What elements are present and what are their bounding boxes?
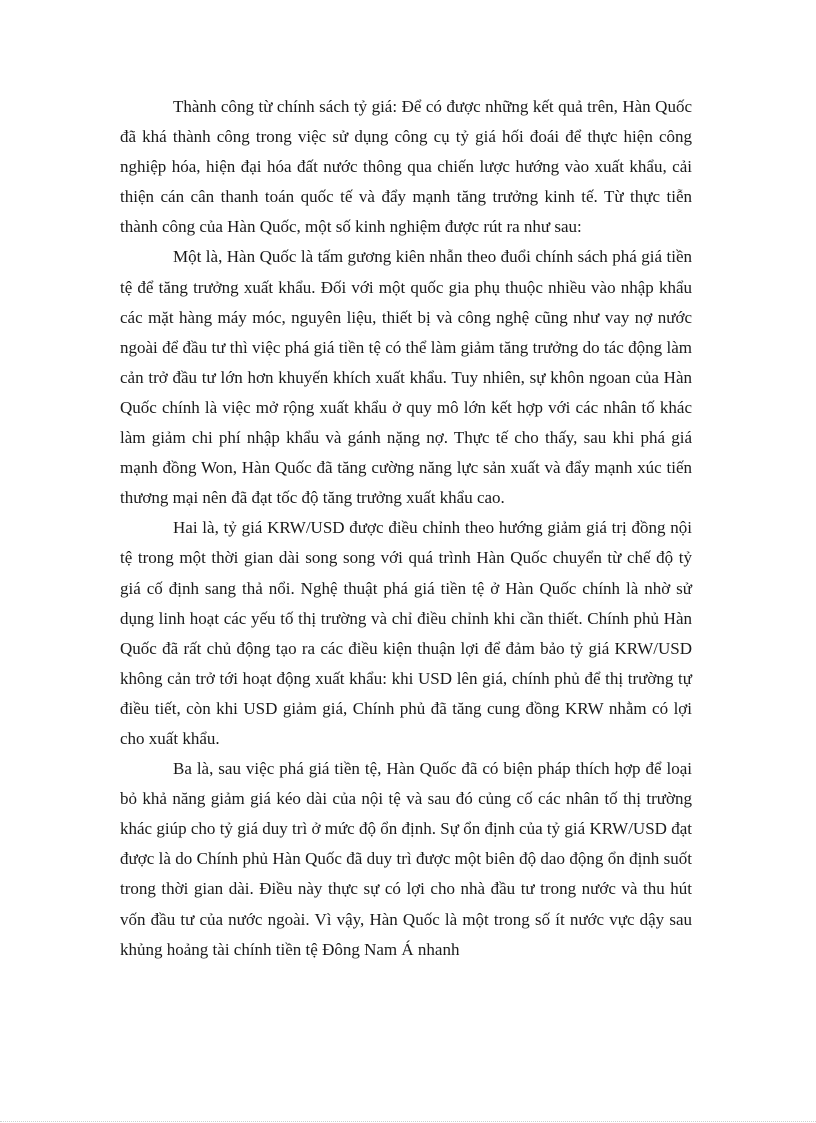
- paragraph-second-lesson: Hai là, tỷ giá KRW/USD được điều chỉnh theo hướng giảm giá trị đồng nội tệ trong một thời gian dài song song với quá trình Hàn Quốc chuyển từ chế độ tỷ giá cố định sang thả nổi. Nghệ thuật phá giá tiền tệ ở Hàn Quốc chính là nhờ sử dụng linh hoạt các yếu tố thị trường và chỉ điều chỉnh khi cần thiết. Chính phủ Hàn Quốc đã rất chủ động tạo ra các điều kiện thuận lợi để đảm bảo tỷ giá KRW/USD không cản trở tới hoạt động xuất khẩu: khi USD lên giá, chính phủ để thị trường tự điều tiết, còn khi USD giảm giá, Chính phủ đã tăng cung đồng KRW nhằm có lợi cho xuất khẩu.: [120, 518, 692, 748]
- paragraph-first-lesson: Một là, Hàn Quốc là tấm gương kiên nhẫn theo đuổi chính sách phá giá tiền tệ để tăng trưởng xuất khẩu. Đối với một quốc gia phụ thuộc nhiều vào nhập khẩu các mặt hàng máy móc, nguyên liệu, thiết bị và công nghệ cũng như vay nợ nước ngoài để đầu tư thì việc phá giá tiền tệ có thể làm giảm tăng trưởng do tác động làm cản trở đầu tư lớn hơn khuyến khích xuất khẩu. Tuy nhiên, sự khôn ngoan của Hàn Quốc chính là việc mở rộng xuất khẩu ở quy mô lớn kết hợp với các nhân tố khác làm giảm chi phí nhập khẩu và gánh nặng nợ. Thực tế cho thấy, sau khi phá giá mạnh đồng Won, Hàn Quốc đã tăng cường năng lực sản xuất và đẩy mạnh xúc tiến thương mại nên đã đạt tốc độ tăng trưởng xuất khẩu cao.: [120, 247, 692, 508]
- paragraph-third-lesson: Ba là, sau việc phá giá tiền tệ, Hàn Quốc đã có biện pháp thích hợp để loại bỏ khả năng giảm giá kéo dài của nội tệ và sau đó củng cố các nhân tố thị trường khác giúp cho tỷ giá duy trì ở mức độ ổn định. Sự ổn định của tỷ giá KRW/USD đạt được là do Chính phủ Hàn Quốc đã duy trì được một biên độ dao động ổn định suốt trong thời gian dài. Điều này thực sự có lợi cho nhà đầu tư trong nước và thu hút vốn đầu tư của nước ngoài. Vì vậy, Hàn Quốc là một trong số ít nước vực dậy sau khủng hoảng tài chính tiền tệ Đông Nam Á nhanh: [120, 759, 692, 959]
- paragraph-intro: Thành công từ chính sách tỷ giá: Để có được những kết quả trên, Hàn Quốc đã khá thành công trong việc sử dụng công cụ tỷ giá hối đoái để thực hiện công nghiệp hóa, hiện đại hóa đất nước thông qua chiến lược hướng vào xuất khẩu, cải thiện cán cân thanh toán quốc tế và đẩy mạnh tăng trưởng kinh tế. Từ thực tiễn thành công của Hàn Quốc, một số kinh nghiệm được rút ra như sau:: [120, 97, 692, 237]
- body-text: [120, 92, 692, 965]
- page-bottom-edge: [0, 1121, 816, 1122]
